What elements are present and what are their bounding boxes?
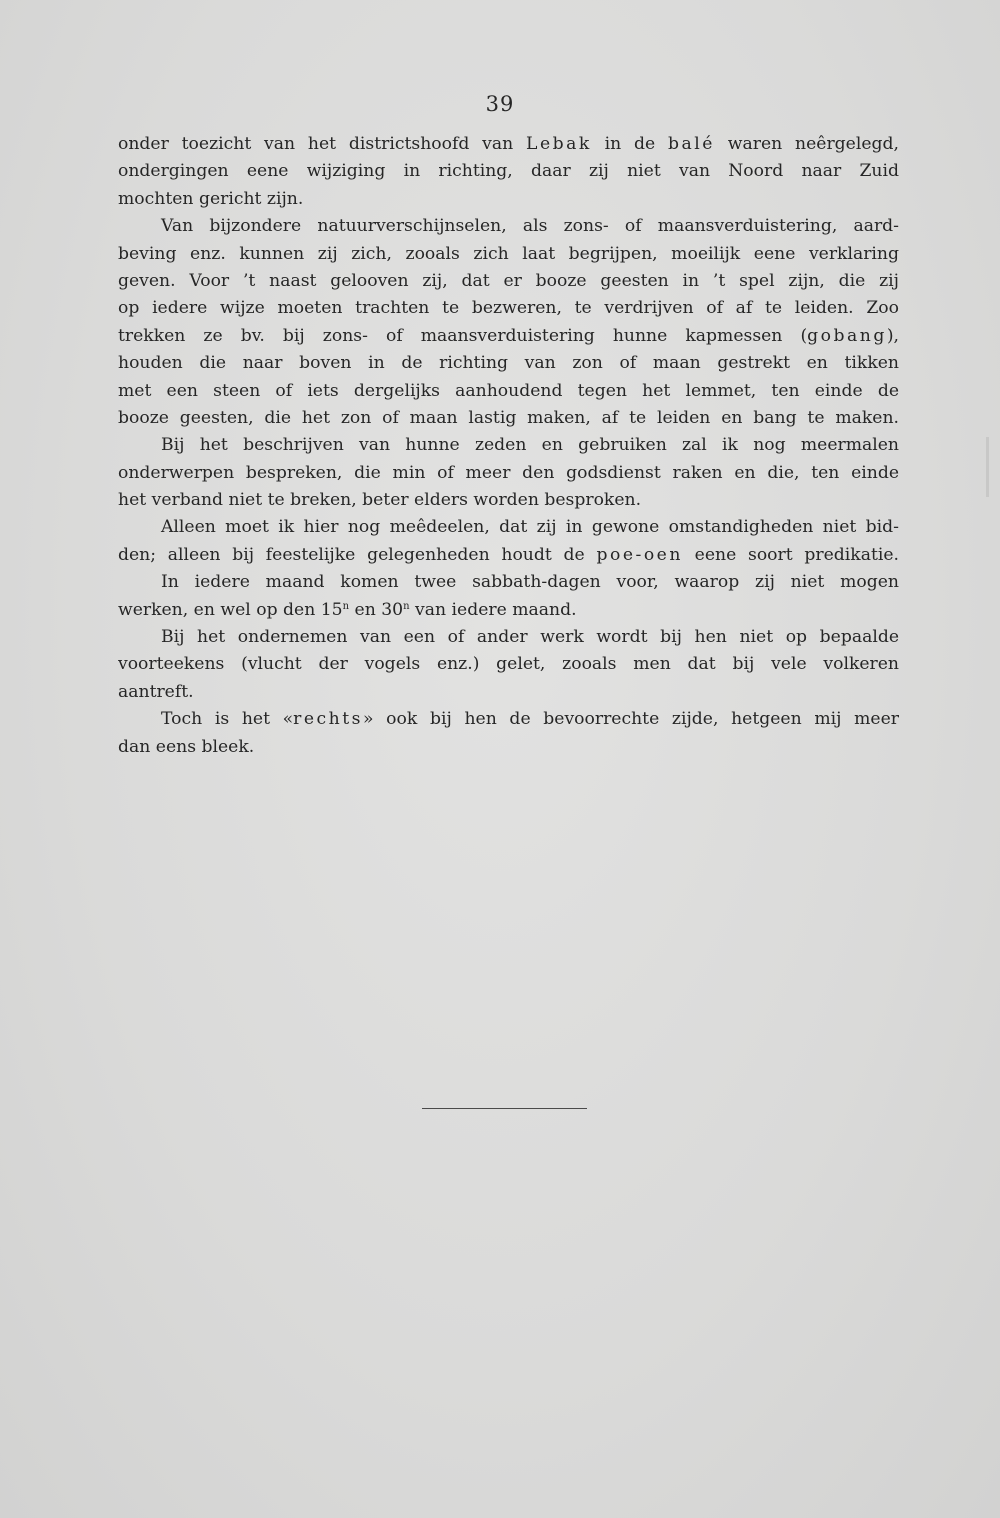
text-line: aantreft. xyxy=(118,681,194,702)
text-line: voorteekens (vlucht der vogels enz.) gelet, zooals men dat bij vele volkeren xyxy=(118,654,899,675)
spaced-term: balé xyxy=(668,134,715,154)
text-line: houden die naar boven in de richting van zon of maan gestrekt en tikken xyxy=(118,353,899,374)
text-line: Bij het ondernemen van een of ander werk wordt bij hen niet op bepaalde xyxy=(161,627,899,648)
text-line: In iedere maand komen twee sabbath-dagen voor, waarop zij niet mogen xyxy=(161,572,899,593)
text-line: op iedere wijze moeten trachten te bezweren, te verdrijven of af te leiden. Zoo xyxy=(118,298,899,319)
text-line: onder toezicht van het districtshoofd van Lebak in de balé waren neêrgelegd, xyxy=(118,134,899,154)
text-line: ondergingen eene wijziging in richting, daar zij niet van Noord naar Zuid xyxy=(118,161,899,182)
spaced-term: Lebak xyxy=(526,134,592,154)
spaced-term: rechts xyxy=(293,709,363,730)
text-line: geven. Voor ’t naast gelooven zij, dat er booze geesten in ’t spel zijn, die zij xyxy=(118,270,899,291)
page-number: 39 xyxy=(485,92,515,116)
text-line: met een steen of iets dergelijks aanhoudend tegen het lemmet, ten einde de xyxy=(118,380,899,401)
section-end-rule xyxy=(422,1108,587,1109)
text-line: Toch is het «rechts» ook bij hen de bevoorrechte zijde, hetgeen mij meer xyxy=(161,709,899,730)
text-line: onderwerpen bespreken, die min of meer den godsdienst raken en die, ten einde xyxy=(118,462,899,483)
text-line: Bij het beschrijven van hunne zeden en gebruiken zal ik nog meermalen xyxy=(161,435,899,456)
spaced-term: gobang xyxy=(807,325,887,346)
superscript: n xyxy=(403,600,410,612)
text-line: Alleen moet ik hier nog meêdeelen, dat zij in gewone omstandigheden niet bid- xyxy=(161,517,899,538)
text-line: Van bijzondere natuurverschijnselen, als zons- of maansverduistering, aard- xyxy=(161,216,899,237)
text-line: beving enz. kunnen zij zich, zooals zich laat begrijpen, moeilijk eene verklaring xyxy=(118,243,899,264)
text-line: den; alleen bij feestelijke gelegenheden houdt de poe-oen eene soort predikatie. xyxy=(118,544,899,565)
text-line: het verband niet te breken, beter elders worden besproken. xyxy=(118,490,642,511)
body-text xyxy=(118,131,899,761)
text-line: werken, en wel op den 15$^n$ en 30$^n$ van iedere maand. xyxy=(118,599,577,620)
text-line: trekken ze bv. bij zons- of maansverduistering hunne kapmessen (gobang), xyxy=(118,325,899,346)
margin-mark xyxy=(986,437,989,497)
text-line: dan eens bleek. xyxy=(118,736,255,757)
text-line: booze geesten, die het zon of maan lastig maken, af te leiden en bang te maken. xyxy=(118,407,899,428)
superscript: n xyxy=(342,600,350,612)
text-line: mochten gericht zijn. xyxy=(118,188,304,209)
spaced-term: poe-oen xyxy=(596,544,683,565)
